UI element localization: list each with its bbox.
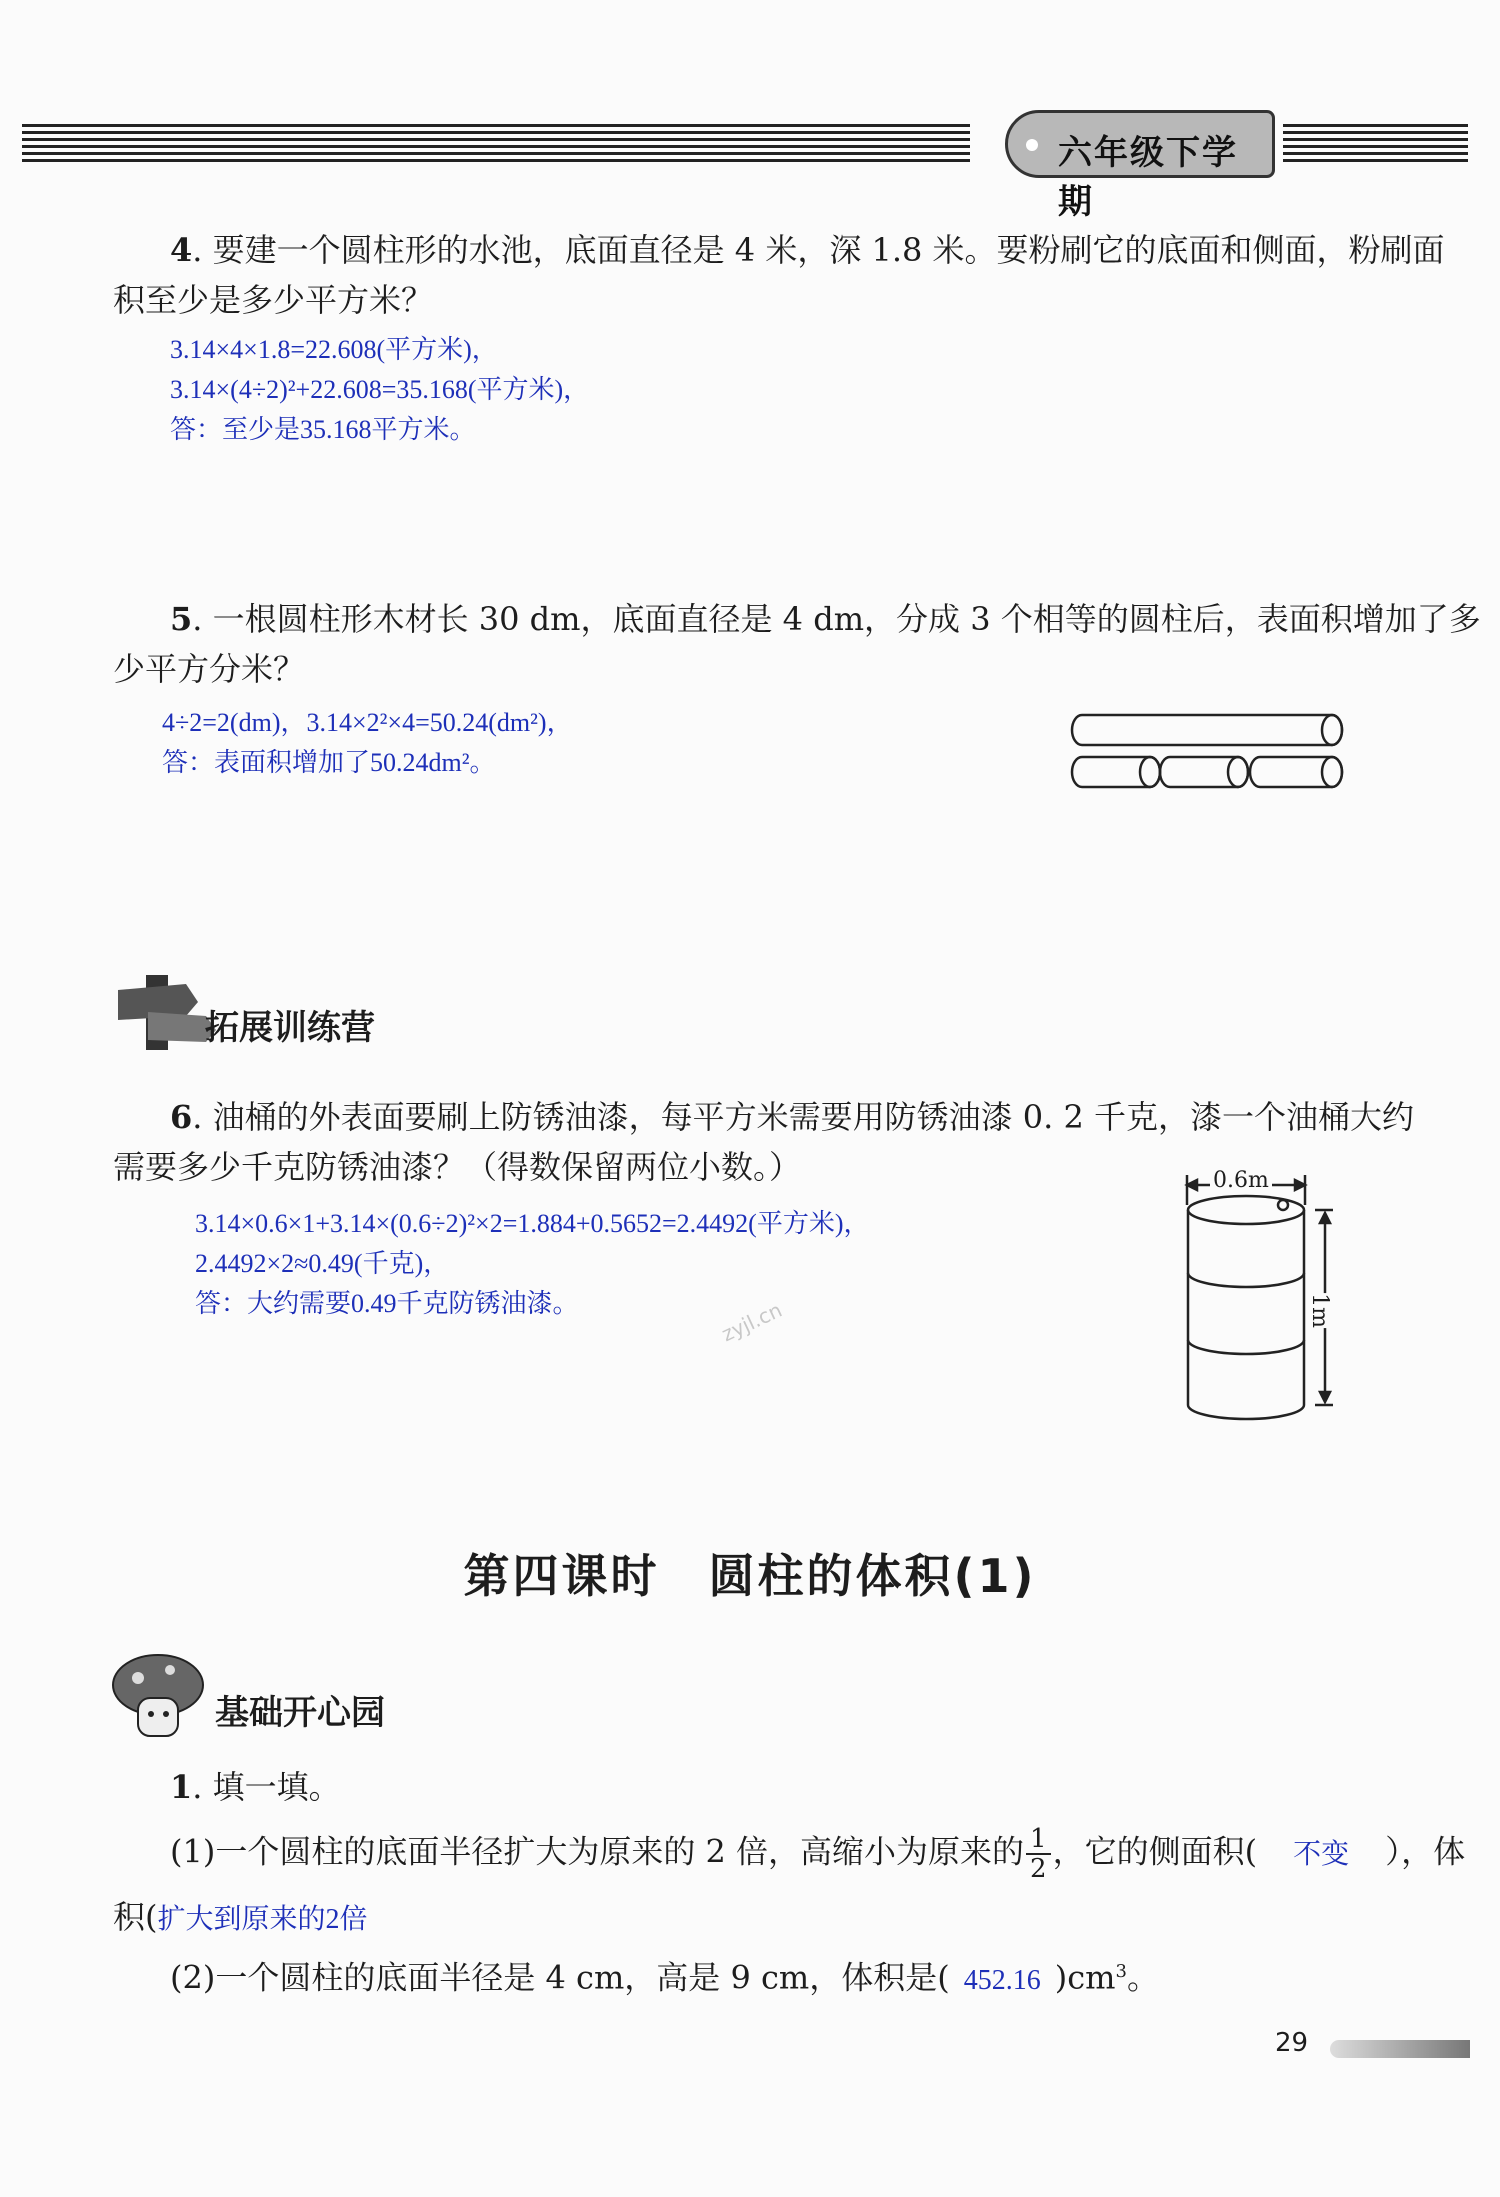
q4-answer (170, 330, 589, 450)
answer-line: 3.14×(4÷2)²+22.608=35.168(平方米)， (170, 375, 590, 404)
header-rule-left (22, 124, 970, 168)
lesson-title: 第四课时 圆柱的体积(1) (463, 1549, 1037, 1603)
fraction-one-half: $\frac{1}{2}$ (1026, 1825, 1051, 1883)
extend-section-title: 拓展训练营 (205, 1008, 375, 1048)
tag-hole-icon (1026, 139, 1038, 151)
q6-line1: 6. 油桶的外表面要刷上防锈油漆，每平方米需要用防锈油漆 0. 2 千克，漆一个油桶大约 (170, 1098, 1415, 1136)
answer-line: 3.14×4×1.8=22.608(平方米)， (170, 335, 498, 364)
diameter-label: 0.6m (1210, 1168, 1272, 1193)
answer-line: 答：表面积增加了50.24dm²。 (162, 748, 496, 777)
q5-answer (162, 703, 573, 783)
page-number: 29 (1275, 2028, 1309, 2058)
q6-line2: 需要多少千克防锈油漆？（得数保留两位小数。） (113, 1148, 802, 1186)
answer-line: 3.14×0.6×1+3.14×(0.6÷2)²×2=1.884+0.5652=2.4492(平方米)， (195, 1209, 870, 1238)
answer-line: 2.4492×2≈0.49(千克)， (195, 1249, 450, 1278)
q1-part1-line1: (1)一个圆柱的底面半径扩大为原来的 2 倍，高缩小为原来的 $\frac{1}{2}$ ，它的侧面积( 不变 ），体 (170, 1824, 1466, 1884)
answer-cylinder-volume: 452.16 (963, 1964, 1041, 1996)
q1-part2: (2)一个圆柱的底面半径是 4 cm，高是 9 cm，体积是( 452.16 )$cm^3$。 (170, 1958, 1159, 1997)
q1-part1-line2: 积(扩大到原来的2倍 (113, 1898, 368, 1936)
q4-line2: 积至少是多少平方米？ (113, 281, 434, 319)
mushroom-icon (108, 1650, 218, 1740)
answer-line: 答：至少是35.168平方米。 (170, 415, 476, 444)
q4-line1: 4. 要建一个圆柱形的水池，底面直径是 4 米，深 1.8 米。要粉刷它的底面和侧面，粉刷面 (170, 231, 1445, 269)
log-cylinder-diagram (1070, 705, 1350, 790)
answer-line: 4÷2=2(dm)，3.14×2²×4=50.24(dm²)， (162, 708, 573, 737)
q5-line1: 5. 一根圆柱形木材长 30 dm，底面直径是 4 dm，分成 3 个相等的圆柱后，表面积增加了多 (170, 600, 1481, 638)
answer-volume: 扩大到原来的2倍 (157, 1904, 368, 1935)
q1-heading: 1. 填一填。 (170, 1768, 341, 1806)
signpost-icon (108, 970, 218, 1052)
basic-section-title: 基础开心园 (215, 1693, 385, 1733)
watermark: zyjl.cn (717, 1297, 786, 1347)
q5-line2: 少平方分米？ (113, 650, 306, 688)
answer-line: 答：大约需要0.49千克防锈油漆。 (195, 1289, 579, 1318)
height-label: 1m (1306, 1293, 1332, 1328)
header-rule-right (1283, 124, 1468, 168)
grade-tag-label: 六年级下学期 (1058, 133, 1238, 222)
page-number-bar (1330, 2040, 1470, 2058)
grade-tag (1005, 110, 1275, 222)
answer-side-area: 不变 (1293, 1838, 1350, 1870)
